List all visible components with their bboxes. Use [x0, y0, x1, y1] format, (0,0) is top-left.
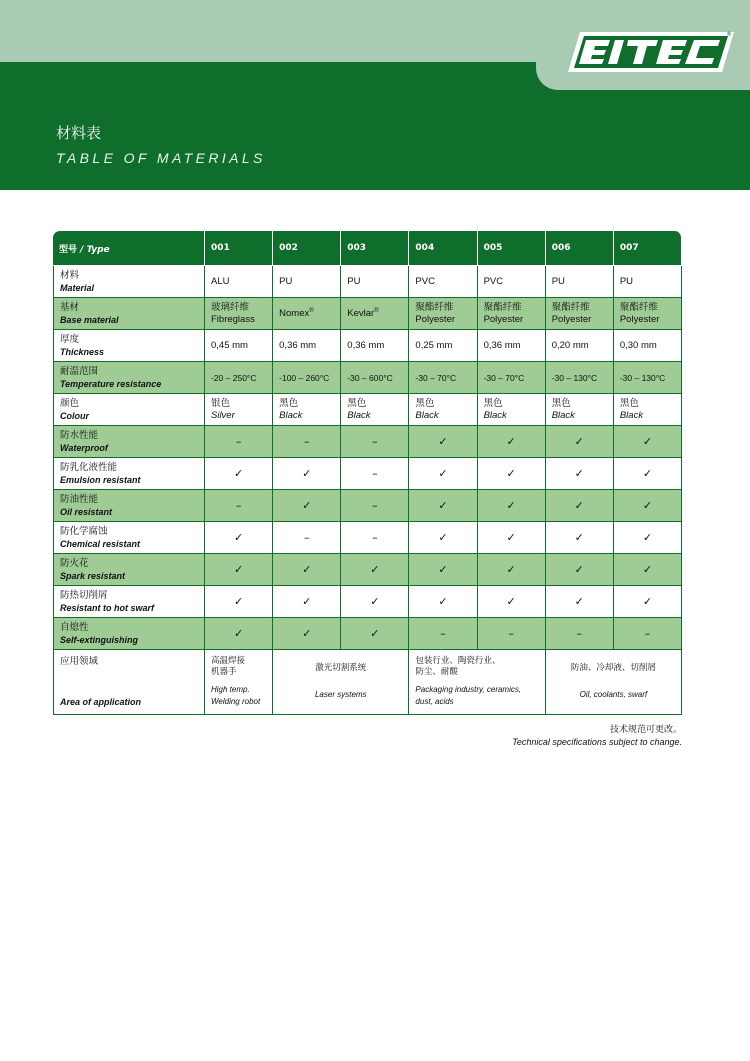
table-cell: ✓ [205, 522, 273, 554]
table-cell: PU [614, 266, 682, 298]
table-cell: ✓ [205, 458, 273, 490]
materials-table [53, 231, 682, 715]
table-cell: – [409, 618, 477, 650]
header-type-001: 001 [205, 231, 273, 266]
spec-note [512, 724, 682, 748]
table-cell: ✓ [614, 554, 682, 586]
table-cell: ✓ [614, 490, 682, 522]
row-label: 耐温范围 Temperature resistance [53, 362, 205, 394]
row-label: 防水性能 Waterproof [53, 426, 205, 458]
table-cell: ✓ [546, 458, 614, 490]
table-cell: -30 – 130°C [546, 362, 614, 394]
table-cell: ✓ [409, 426, 477, 458]
table-cell: – [614, 618, 682, 650]
row-base-material [53, 298, 682, 330]
header-type-005: 005 [478, 231, 546, 266]
row-label: 颜色 Colour [53, 394, 205, 426]
table-cell: – [341, 458, 409, 490]
row-material [53, 266, 682, 298]
table-cell: ✓ [614, 426, 682, 458]
header-type-002: 002 [273, 231, 341, 266]
table-cell: – [341, 522, 409, 554]
table-cell: – [341, 426, 409, 458]
table-cell: ✓ [546, 490, 614, 522]
row-colour [53, 394, 682, 426]
table-cell: 防油、冷却液、切削屑 Oil, coolants, swarf [546, 650, 682, 715]
header-type-007: 007 [614, 231, 682, 266]
row-label: 防火花 Spark resistant [53, 554, 205, 586]
table-cell: ✓ [205, 618, 273, 650]
table-cell: ✓ [546, 426, 614, 458]
table-cell: 聚酯纤维 Polyester [478, 298, 546, 330]
row-chemical [53, 522, 682, 554]
table-cell: ✓ [546, 586, 614, 618]
table-cell: Nomex® [273, 298, 341, 330]
table-cell: ✓ [273, 554, 341, 586]
table-cell: ✓ [546, 554, 614, 586]
row-label: 基材 Base material [53, 298, 205, 330]
table-cell: – [205, 490, 273, 522]
table-cell: PU [546, 266, 614, 298]
table-cell: 0,25 mm [409, 330, 477, 362]
table-cell: – [273, 426, 341, 458]
header-type-006: 006 [546, 231, 614, 266]
table-cell: ✓ [273, 618, 341, 650]
row-label: 应用领域 Area of application [53, 650, 205, 715]
row-label: 防热切削屑 Resistant to hot swarf [53, 586, 205, 618]
table-cell: PU [273, 266, 341, 298]
table-cell: 0,36 mm [273, 330, 341, 362]
table-header-row [53, 231, 682, 266]
row-label: 自熄性 Self-extinguishing [53, 618, 205, 650]
table-cell: ✓ [478, 586, 546, 618]
row-label: 材料 Material [53, 266, 205, 298]
table-cell: ✓ [614, 586, 682, 618]
table-cell: ✓ [409, 458, 477, 490]
row-label: 防化学腐蚀 Chemical resistant [53, 522, 205, 554]
table-cell: ✓ [614, 522, 682, 554]
row-thickness [53, 330, 682, 362]
table-cell: ✓ [409, 586, 477, 618]
table-cell: Kevlar® [341, 298, 409, 330]
row-label: 厚度 Thickness [53, 330, 205, 362]
table-cell: 聚酯纤维 Polyester [614, 298, 682, 330]
row-temperature [53, 362, 682, 394]
table-cell: -20 – 250°C [205, 362, 273, 394]
svg-text:®: ® [726, 31, 732, 38]
table-cell: ✓ [341, 618, 409, 650]
header-type-label: 型号 / Type [53, 231, 205, 266]
row-hot-swarf [53, 586, 682, 618]
row-label: 防乳化液性能 Emulsion resistant [53, 458, 205, 490]
table-cell: 黑色 Black [341, 394, 409, 426]
table-cell: ✓ [478, 554, 546, 586]
table-cell: ✓ [205, 586, 273, 618]
table-cell: ✓ [546, 522, 614, 554]
table-cell: – [341, 490, 409, 522]
spec-note-en: Technical specifications subject to change. [512, 737, 682, 747]
header-type-004: 004 [409, 231, 477, 266]
table-cell: 银色 Silver [205, 394, 273, 426]
table-cell: -30 – 70°C [409, 362, 477, 394]
table-cell: 黑色 Black [409, 394, 477, 426]
table-cell: ✓ [478, 490, 546, 522]
row-emulsion [53, 458, 682, 490]
table-cell: ✓ [273, 586, 341, 618]
table-cell: 0,36 mm [478, 330, 546, 362]
table-cell: – [205, 426, 273, 458]
table-cell: PU [341, 266, 409, 298]
table-cell: ✓ [341, 586, 409, 618]
table-cell: -100 – 260°C [273, 362, 341, 394]
table-cell: 聚酯纤维 Polyester [409, 298, 477, 330]
header-type-003: 003 [341, 231, 409, 266]
table-cell: -30 – 600°C [341, 362, 409, 394]
table-cell: – [273, 522, 341, 554]
table-cell: PVC [478, 266, 546, 298]
page-title-cn: 材料表 [56, 124, 102, 142]
table-cell: ✓ [341, 554, 409, 586]
table-cell: – [478, 618, 546, 650]
materials-table-wrapper [53, 231, 682, 715]
table-cell: 0,36 mm [341, 330, 409, 362]
table-cell: PVC [409, 266, 477, 298]
table-cell: 高温焊接 机器手 High temp. Welding robot [205, 650, 273, 715]
eitec-logo [566, 30, 736, 74]
table-cell: ALU [205, 266, 273, 298]
table-cell: 0,30 mm [614, 330, 682, 362]
table-cell: – [546, 618, 614, 650]
row-oil [53, 490, 682, 522]
table-cell: 激光切割系统 Laser systems [273, 650, 409, 715]
table-cell: 0,20 mm [546, 330, 614, 362]
table-cell: 包装行业、陶瓷行业、 防尘、耐酸 Packaging industry, ceramics, dust, acids [409, 650, 545, 715]
table-cell: ✓ [205, 554, 273, 586]
header-green-tab [0, 62, 536, 90]
table-cell: ✓ [409, 554, 477, 586]
table-cell: 黑色 Black [273, 394, 341, 426]
row-application [53, 650, 682, 715]
table-cell: ✓ [478, 426, 546, 458]
spec-note-cn: 技术规范可更改。 [609, 725, 682, 735]
table-cell: 黑色 Black [614, 394, 682, 426]
table-cell: ✓ [409, 490, 477, 522]
table-cell: ✓ [409, 522, 477, 554]
row-label: 防油性能 Oil resistant [53, 490, 205, 522]
table-cell: ✓ [478, 522, 546, 554]
row-self-extinguishing [53, 618, 682, 650]
table-cell: 黑色 Black [546, 394, 614, 426]
table-cell: 0,45 mm [205, 330, 273, 362]
row-spark [53, 554, 682, 586]
table-cell: 黑色 Black [478, 394, 546, 426]
table-cell: -30 – 130°C [614, 362, 682, 394]
table-cell: 聚酯纤维 Polyester [546, 298, 614, 330]
page-title-en: TABLE OF MATERIALS [56, 150, 266, 166]
table-cell: ✓ [478, 458, 546, 490]
table-cell: -30 – 70°C [478, 362, 546, 394]
table-cell: 玻璃纤维 Fibreglass [205, 298, 273, 330]
row-waterproof [53, 426, 682, 458]
table-cell: ✓ [273, 490, 341, 522]
table-cell: ✓ [273, 458, 341, 490]
table-cell: ✓ [614, 458, 682, 490]
